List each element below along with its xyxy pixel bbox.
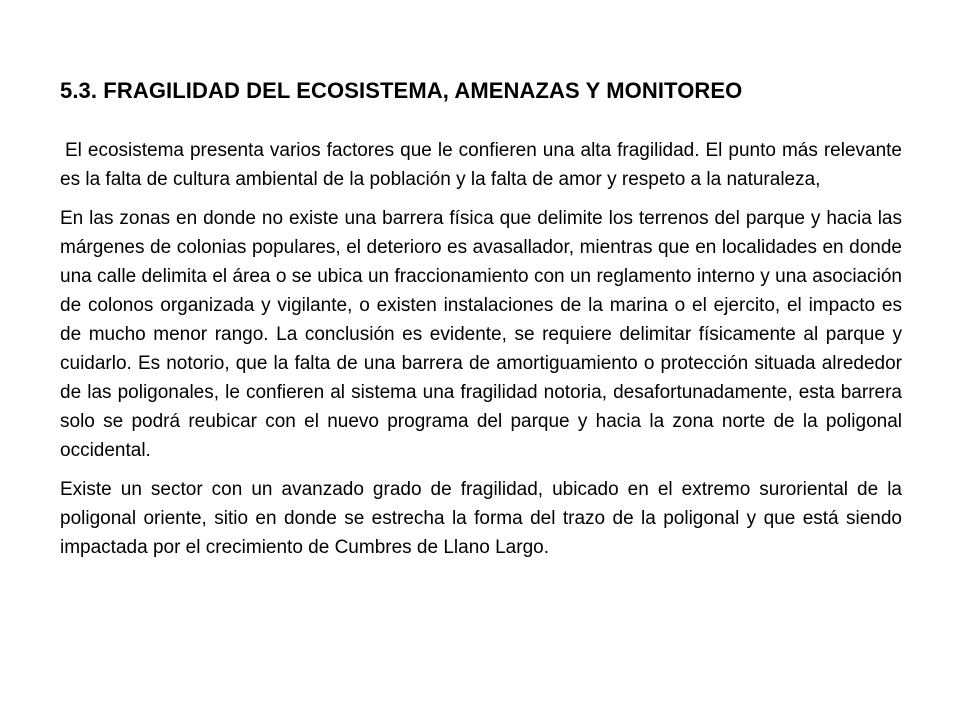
paragraph-vulnerable-sector: Existe un sector con un avanzado grado de fragilidad, ubicado en el extremo suroriental de la poligonal oriente, sitio en donde se estrecha la forma del trazo de la poligonal y que está siendo impactada por el crecimiento de Cumbres de Llano Largo. <box>60 479 902 558</box>
paragraph-barrier-zones: En las zonas en donde no existe una barrera física que delimite los terrenos del parque y hacia las márgenes de colonias populares, el deterioro es avasallador, mientras que en localidades en donde una calle delimita el área o se ubica un fraccionamiento con un reglamento interno y una asociación de colonos organizada y vigilante, o existen instalaciones de la marina o el ejercito, el impacto es de mucho menor rango. La conclusión es evidente, se requiere delimitar físicamente al parque y cuidarlo. Es notorio, que la falta de una barrera de amortiguamiento o protección situada alrededor de las poligonales, le confieren al sistema una fragilidad notoria, desafortunadamente, esta barrera solo se podrá reubicar con el nuevo programa del parque y hacia la zona norte de la poligonal occidental. <box>60 208 902 461</box>
paragraph-fragility-factors: El ecosistema presenta varios factores que le confieren una alta fragilidad. El punto más relevante es la falta de cultura ambiental de la población y la falta de amor y respeto a la naturaleza, <box>60 140 902 190</box>
body-text <box>60 136 902 572</box>
section-title: 5.3. FRAGILIDAD DEL ECOSISTEMA, AMENAZAS Y MONITOREO <box>60 78 743 103</box>
